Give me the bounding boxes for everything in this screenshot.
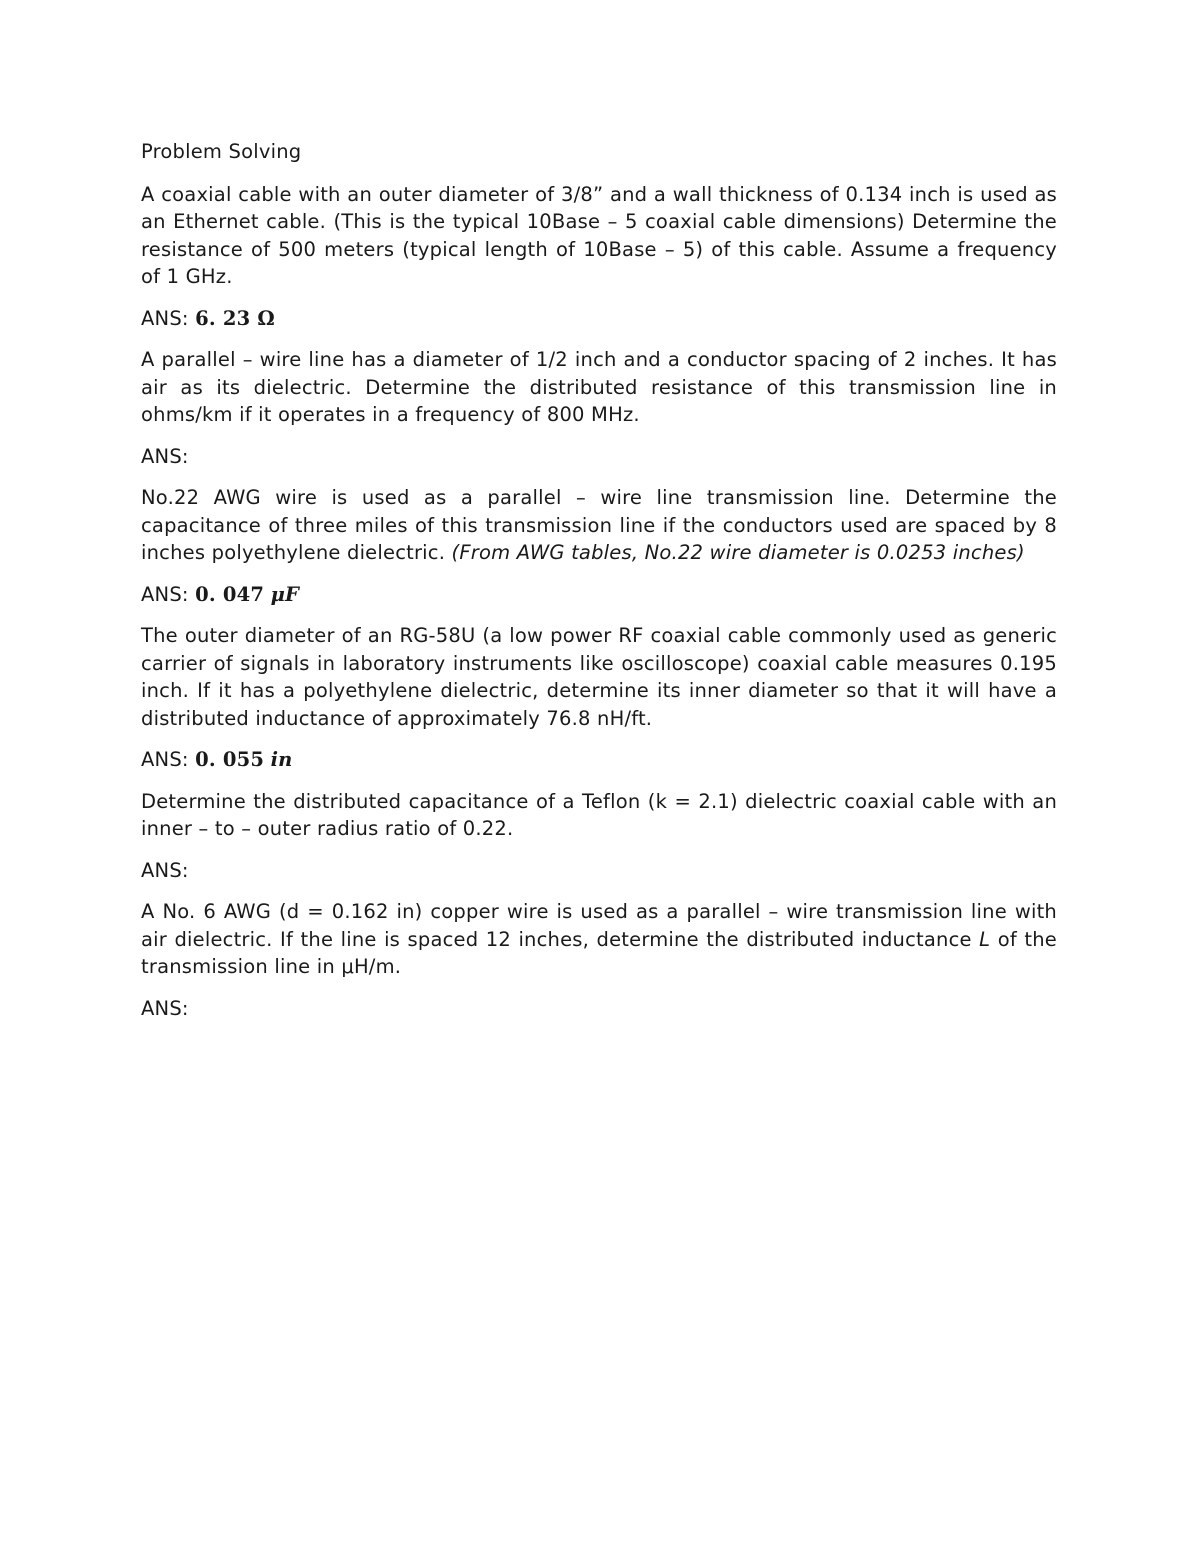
- answer-unit: μF: [270, 582, 300, 606]
- answer-label: ANS:: [141, 582, 189, 606]
- problem-5-answer: [141, 857, 1057, 885]
- answer-label: ANS:: [141, 748, 189, 771]
- problem-6-body-end: of the transmission line in μH/m.: [141, 927, 1057, 978]
- problem-1-text: A coaxial cable with an outer diameter of 3/8” and a wall thickness of 0.134 inch is used as an Ethernet cable. (This is the typical 10Base – 5 coaxial cable dimensions) Determine the resistance of 500 meters (typical length of 10Base – 5) of this cable. Assume a frequency of 1 GHz.: [141, 182, 1057, 288]
- problem-3-answer: [141, 581, 1057, 609]
- problem-3-body: No.22 AWG wire is used as a parallel – wire line transmission line. Determine the capacitance of three miles of this transmission line if the conductors used are spaced by 8 inches polyethylene dielectric.: [141, 486, 1057, 564]
- problem-6-text: [141, 898, 1057, 981]
- problem-2-answer: [141, 443, 1057, 471]
- problem-4-answer: [141, 746, 1057, 774]
- document-page: [141, 138, 1057, 1036]
- problem-6-body-start: A No. 6 AWG (d = 0.162 in) copper wire is used as a parallel – wire transmission line with air dielectric. If the line is spaced 12 inches, determine the distributed inductance: [141, 900, 1057, 951]
- answer-value: 0. 055: [195, 748, 265, 771]
- problem-4-text: The outer diameter of an RG-58U (a low power RF coaxial cable commonly used as generic carrier of signals in laboratory instruments like oscilloscope) coaxial cable measures 0.195 inch. If it has a polyethylene dielectric, determine its inner diameter so that it will have a distributed inductance of approximately 76.8 nH/ft.: [141, 624, 1057, 730]
- problem-1-answer: [141, 305, 1057, 333]
- problem-2-text: A parallel – wire line has a diameter of 1/2 inch and a conductor spacing of 2 inches. It has air as its dielectric. Determine the distributed resistance of this transmission line in ohms/km if it operates in a frequency of 800 MHz.: [141, 348, 1057, 426]
- answer-label: ANS:: [141, 444, 189, 468]
- answer-label: ANS:: [141, 306, 189, 330]
- answer-label: ANS:: [141, 996, 189, 1020]
- problem-3-note: (From AWG tables, No.22 wire diameter is 0.0253 inches): [451, 541, 1025, 564]
- answer-value: 6. 23 Ω: [195, 306, 275, 330]
- problem-6-answer: [141, 995, 1057, 1023]
- inductance-symbol: L: [979, 927, 991, 951]
- answer-value: 0. 047: [195, 582, 265, 606]
- answer-unit: in: [270, 748, 293, 771]
- page-title: Problem Solving: [141, 140, 302, 163]
- problem-3-text: [141, 484, 1057, 567]
- answer-label: ANS:: [141, 858, 189, 882]
- problem-5-text: Determine the distributed capacitance of a Teflon (k = 2.1) dielectric coaxial cable with an inner – to – outer radius ratio of 0.22.: [141, 789, 1057, 840]
